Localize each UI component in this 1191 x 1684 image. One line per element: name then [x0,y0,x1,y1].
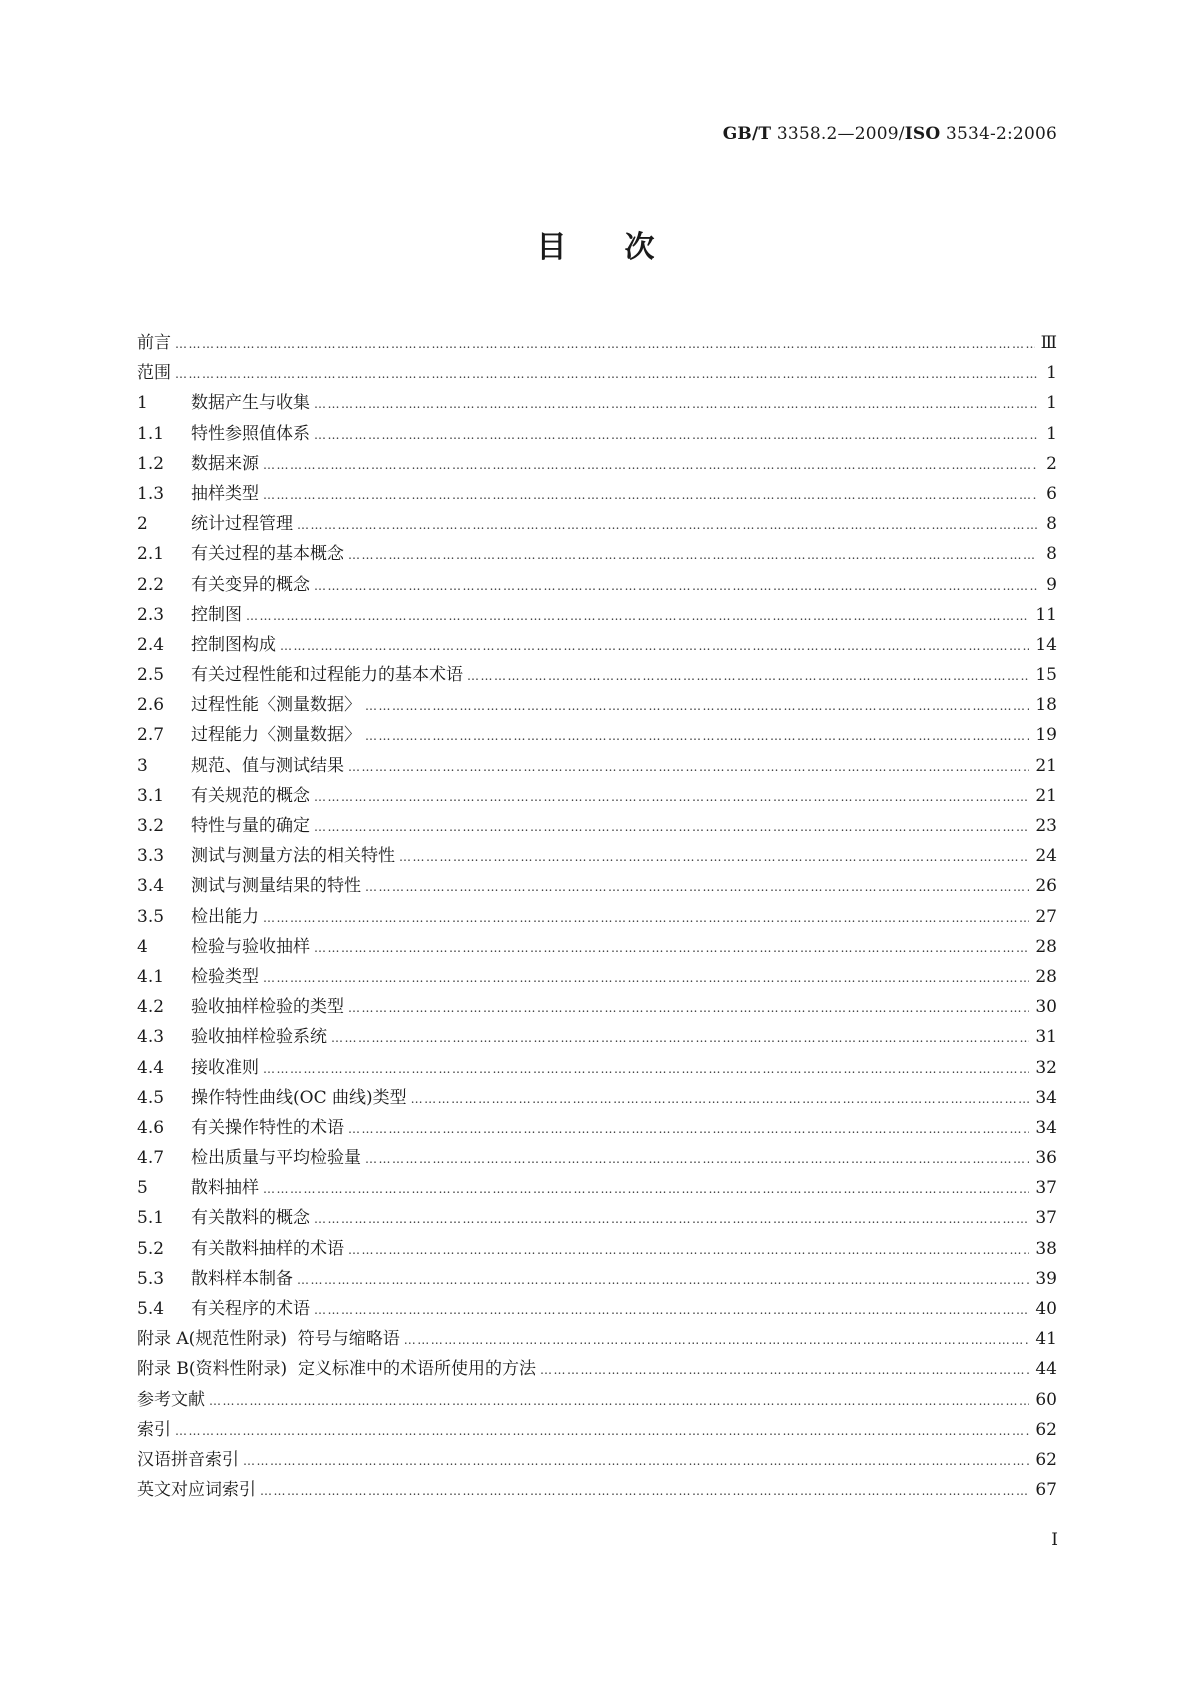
toc-entry-title [137,1113,344,1143]
toc-entry[interactable] [137,509,1057,539]
toc-leader-dots [365,1144,1029,1174]
toc-entry[interactable] [137,358,1057,388]
toc-entry-label: 散料样本制备 [191,1268,293,1289]
toc-leader-dots [260,1476,1029,1506]
toc-entry-page: 36 [1035,1148,1057,1169]
toc-entry-number: 3.4 [137,876,165,897]
toc-entry-page: 1 [1046,363,1057,384]
toc-entry-number: 2.7 [137,725,165,746]
toc-entry-label: 散料抽样 [191,1178,259,1199]
toc-leader-dots [263,963,1029,993]
toc-entry[interactable] [137,720,1057,750]
toc-entry-label: 前言 [137,333,171,353]
toc-entry[interactable] [137,992,1057,1022]
toc-entry-label: 控制图构成 [191,634,276,655]
toc-entry-label: 附录 A(规范性附录) 符号与缩略语 [137,1329,400,1350]
toc-entry-number: 4.7 [137,1148,165,1169]
toc-entry-label: 操作特性曲线(OC 曲线)类型 [191,1087,407,1108]
toc-entry[interactable] [137,1083,1057,1113]
toc-entry-title [137,660,463,690]
toc-entry[interactable] [137,1234,1057,1264]
toc-leader-dots [314,1204,1029,1234]
toc-entry[interactable] [137,1173,1057,1203]
toc-entry-title [137,1203,310,1233]
toc-entry-page: 6 [1046,483,1057,504]
toc-entry-title [137,570,310,600]
toc-leader-dots [263,1054,1029,1084]
toc-entry-label: 测试与测量方法的相关特性 [191,846,395,867]
toc-entry-title [137,781,310,811]
toc-entry-label: 有关过程的基本概念 [191,544,344,565]
toc-entry[interactable] [137,751,1057,781]
toc-entry-title [137,841,395,871]
toc-entry-number: 1.3 [137,483,165,504]
toc-leader-dots [314,1295,1029,1325]
toc-entry-label: 特性参照值体系 [191,423,310,444]
toc-entry-title [137,509,293,539]
iso-prefix: ISO [904,124,941,144]
toc-entry[interactable] [137,1354,1057,1384]
toc-leader-dots [404,1325,1030,1355]
toc-entry-page: 39 [1035,1268,1057,1289]
toc-entry-page: 8 [1046,514,1057,535]
toc-entry-number: 4.2 [137,997,165,1018]
toc-entry-title [137,1234,344,1264]
toc-entry[interactable] [137,539,1057,569]
toc-entry-label: 过程性能〈测量数据〉 [191,695,361,716]
toc-entry[interactable] [137,1445,1057,1475]
toc-entry[interactable] [137,1324,1057,1354]
toc-entry[interactable] [137,660,1057,690]
toc-leader-dots [365,872,1029,902]
toc-entry[interactable] [137,1385,1057,1415]
toc-entry[interactable] [137,902,1057,932]
toc-entry[interactable] [137,1264,1057,1294]
toc-entry-label: 验收抽样检验的类型 [191,997,344,1018]
toc-entry-number: 5.2 [137,1238,165,1259]
toc-entry-title [137,1022,327,1052]
toc-entry-number: 4 [137,936,148,957]
toc-entry-title [137,1294,310,1324]
toc-entry[interactable] [137,781,1057,811]
toc-entry[interactable] [137,1415,1057,1445]
toc-entry-title [137,1385,205,1415]
toc-entry-number: 3.3 [137,846,165,867]
toc-entry-label: 检验与验收抽样 [191,936,310,957]
toc-entry[interactable] [137,449,1057,479]
toc-entry-number: 5.4 [137,1299,165,1319]
toc-leader-dots [280,631,1029,661]
toc-leader-dots [297,1265,1029,1295]
toc-entry[interactable] [137,479,1057,509]
toc-entry-label: 检出质量与平均检验量 [191,1148,361,1169]
toc-entry-title [137,992,344,1022]
toc-entry-page: 9 [1046,574,1057,595]
toc-entry[interactable] [137,328,1057,358]
toc-leader-dots [467,661,1029,691]
toc-entry-number: 3.2 [137,816,165,836]
toc-leader-dots [348,752,1029,782]
toc-entry-title [137,932,310,962]
toc-entry-page: 8 [1046,544,1057,565]
toc-entry[interactable] [137,690,1057,720]
toc-entry-page: 26 [1035,876,1057,897]
toc-entry-title [137,962,259,992]
toc-leader-dots [348,993,1029,1023]
toc-entry-label: 检验类型 [191,966,259,987]
toc-entry-label: 接收准则 [191,1057,259,1078]
toc-entry-page: 62 [1035,1449,1057,1470]
toc-leader-dots [348,1235,1029,1265]
toc-entry-label: 有关程序的术语 [191,1299,310,1319]
toc-entry-page: 67 [1035,1480,1057,1501]
toc-entry-title [137,600,242,630]
toc-entry-title [137,1415,171,1445]
standard-number: 3358.2—2009/ [776,124,905,144]
toc-entry-number: 5.3 [137,1268,165,1289]
toc-entry-title [137,479,259,509]
toc-entry-page: 62 [1035,1419,1057,1440]
toc-leader-dots [243,1446,1029,1476]
document-header [723,124,1057,144]
toc-entry[interactable] [137,932,1057,962]
toc-entry-number: 2.2 [137,574,165,595]
toc-entry[interactable] [137,1294,1057,1324]
toc-entry-page: 14 [1035,634,1057,655]
toc-entry-title [137,358,171,388]
toc-leader-dots [263,480,1037,510]
toc-entry-number: 2.5 [137,665,165,686]
page-title: 目次 [536,230,713,265]
toc-leader-dots [209,1386,1029,1416]
toc-entry[interactable] [137,962,1057,992]
toc-entry-label: 有关规范的概念 [191,785,310,806]
toc-entry-number: 4.5 [137,1087,165,1108]
toc-entry[interactable] [137,1203,1057,1233]
toc-entry-page: 30 [1035,997,1057,1018]
toc-entry-label: 统计过程管理 [191,514,293,535]
toc-entry-page: 31 [1035,1027,1057,1048]
toc-entry-title [137,720,361,750]
toc-entry-number: 2.4 [137,634,165,655]
toc-entry-page: 24 [1035,846,1057,867]
toc-entry-title [137,811,310,841]
toc-entry-page: 15 [1035,665,1057,686]
toc-entry-page: 1 [1046,423,1057,444]
toc-entry-page: 40 [1035,1299,1057,1319]
toc-leader-dots [314,571,1037,601]
toc-entry-page: 2 [1046,453,1057,474]
toc-leader-dots [246,601,1029,631]
toc-entry-page: 60 [1035,1389,1057,1410]
toc-entry-number: 3.5 [137,906,165,927]
standard-prefix: GB/T [722,124,772,144]
toc-entry-title [137,902,259,932]
toc-entry-number: 1 [137,393,148,414]
toc-entry-title [137,1445,239,1475]
toc-leader-dots [175,329,1035,359]
toc-entry-title [137,1053,259,1083]
toc-entry-page: 18 [1035,695,1057,716]
toc-entry-number: 2.6 [137,695,165,716]
toc-entry-title [137,1083,407,1113]
toc-entry-title [137,1324,400,1354]
toc-leader-dots [314,420,1037,450]
toc-entry-page: 19 [1035,725,1057,746]
toc-entry-title [137,871,361,901]
toc-entry-page: 27 [1035,906,1057,927]
toc-entry[interactable] [137,388,1057,418]
toc-entry-number: 3.1 [137,785,165,806]
toc-entry-label: 有关变异的概念 [191,574,310,595]
toc-leader-dots [175,1416,1029,1446]
toc-entry-number: 1.2 [137,453,165,474]
toc-entry[interactable] [137,1022,1057,1052]
toc-leader-dots [540,1355,1029,1385]
toc-entry-label: 验收抽样检验系统 [191,1027,327,1048]
toc-entry-label: 检出能力 [191,906,259,927]
toc-entry-title [137,419,310,449]
page-number: I [1051,1530,1058,1550]
toc-entry-label: 特性与量的确定 [191,816,310,836]
toc-leader-dots [331,1023,1029,1053]
toc-entry-label: 英文对应词索引 [137,1480,256,1501]
toc-entry[interactable] [137,570,1057,600]
toc-entry-page: 28 [1035,936,1057,957]
toc-entry-label: 有关操作特性的术语 [191,1117,344,1138]
toc-leader-dots [297,510,1037,540]
toc-entry-number: 3 [137,755,148,776]
toc-leader-dots [263,1174,1029,1204]
iso-number: 3534-2:2006 [945,124,1057,144]
toc-entry-title [137,690,361,720]
toc-entry-page: 21 [1035,755,1057,776]
toc-entry-title [137,328,171,358]
toc-entry-number: 4.4 [137,1057,165,1078]
toc-entry-page: 28 [1035,966,1057,987]
toc-entry-label: 范围 [137,363,171,384]
toc-entry-number: 2 [137,514,148,535]
toc-entry-label: 有关散料的概念 [191,1208,310,1229]
toc-entry[interactable] [137,1113,1057,1143]
toc-entry-page: 32 [1035,1057,1057,1078]
toc-leader-dots [348,540,1037,570]
toc-entry-title [137,1475,256,1505]
toc-entry-page: 11 [1035,604,1057,625]
toc-leader-dots [175,359,1037,389]
toc-entry-label: 数据产生与收集 [191,393,310,414]
toc-entry-number: 2.1 [137,544,165,565]
toc-entry[interactable] [137,811,1057,841]
toc-leader-dots [314,812,1029,842]
toc-entry-title [137,1264,293,1294]
toc-entry-label: 汉语拼音索引 [137,1449,239,1470]
toc-leader-dots [263,450,1037,480]
toc-entry[interactable] [137,1143,1057,1173]
toc-entry-page: 38 [1035,1238,1057,1259]
toc-entry-number: 5 [137,1178,148,1199]
toc-leader-dots [365,721,1029,751]
toc-entry-title [137,539,344,569]
toc-entry-label: 控制图 [191,604,242,625]
toc-entry-title [137,630,276,660]
toc-leader-dots [314,782,1029,812]
toc-entry-number: 4.6 [137,1117,165,1138]
toc-entry-page: 1 [1046,393,1057,414]
toc-leader-dots [399,842,1029,872]
toc-entry-label: 规范、值与测试结果 [191,755,344,776]
toc-entry[interactable] [137,841,1057,871]
toc-leader-dots [263,903,1029,933]
toc-entry[interactable] [137,871,1057,901]
toc-entry-number: 5.1 [137,1208,165,1229]
toc-leader-dots [314,933,1029,963]
table-of-contents [137,328,1057,1505]
toc-entry-page: 37 [1035,1178,1057,1199]
toc-entry-page: 34 [1035,1117,1057,1138]
toc-entry-label: 抽样类型 [191,483,259,504]
toc-leader-dots [314,389,1037,419]
toc-entry-number: 4.3 [137,1027,165,1048]
toc-leader-dots [365,691,1029,721]
toc-entry[interactable] [137,1475,1057,1505]
toc-entry-page: 21 [1035,785,1057,806]
toc-leader-dots [411,1084,1030,1114]
toc-entry-label: 数据来源 [191,453,259,474]
toc-entry-number: 2.3 [137,604,165,625]
toc-entry-label: 测试与测量结果的特性 [191,876,361,897]
toc-entry-page: 41 [1035,1329,1057,1350]
toc-entry-page: 37 [1035,1208,1057,1229]
toc-entry-title [137,751,344,781]
toc-entry-title [137,449,259,479]
toc-entry-label: 参考文献 [137,1389,205,1410]
toc-entry-page: 34 [1035,1087,1057,1108]
toc-entry-label: 有关过程性能和过程能力的基本术语 [191,665,463,686]
toc-entry-title [137,1143,361,1173]
toc-entry-label: 附录 B(资料性附录) 定义标准中的术语所使用的方法 [137,1359,536,1380]
toc-entry-title [137,388,310,418]
toc-entry[interactable] [137,600,1057,630]
toc-entry-title [137,1173,259,1203]
toc-entry-number: 4.1 [137,966,165,987]
toc-entry[interactable] [137,419,1057,449]
toc-entry-label: 有关散料抽样的术语 [191,1238,344,1259]
toc-entry-number: 1.1 [137,423,165,444]
toc-entry-page: 44 [1035,1359,1057,1380]
toc-entry-label: 过程能力〈测量数据〉 [191,725,361,746]
toc-entry-page: Ⅲ [1040,333,1057,353]
toc-entry-label: 索引 [137,1419,171,1440]
toc-entry[interactable] [137,630,1057,660]
toc-entry-page: 23 [1035,816,1057,836]
toc-entry[interactable] [137,1053,1057,1083]
toc-entry-title [137,1354,536,1384]
toc-leader-dots [348,1114,1029,1144]
